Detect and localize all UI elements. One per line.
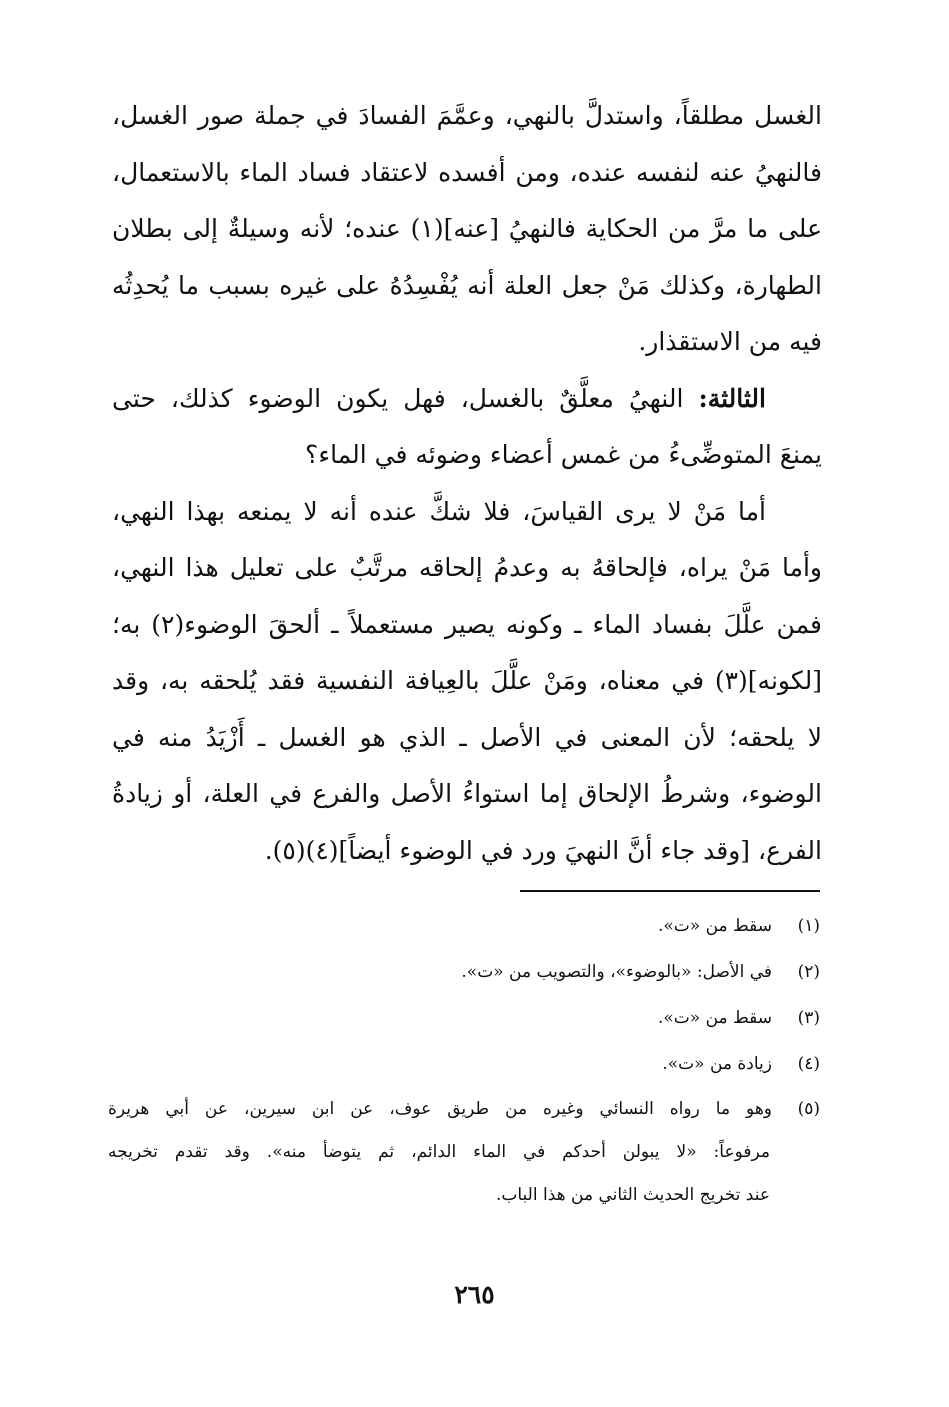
footnote-text: سقط من «ت». — [657, 1008, 772, 1028]
footnote-number: (٤) — [797, 1054, 820, 1074]
third-issue-heading: الثالثة: — [698, 383, 766, 413]
footnote-text: في الأصل: «بالوضوء»، والتصويب من «ت». — [461, 962, 772, 982]
text-line: الطهارة، وكذلك مَنْ جعل العلة أنه يُفْسِدُهُ على غيره بسبب ما يُحدِثُه — [112, 270, 822, 300]
text-line: أما مَنْ لا يرى القياسَ، فلا شكَّ عنده أنه لا يمنعه بهذا النهي، — [112, 496, 766, 526]
third-issue-line — [112, 371, 822, 428]
footnote-1 — [108, 905, 820, 951]
footnote-number: (٥) — [797, 1099, 820, 1119]
footnote-3 — [108, 997, 820, 1043]
footnote-separator — [520, 890, 820, 892]
footnote-text: زيادة من «ت». — [662, 1054, 772, 1074]
footnote-4 — [108, 1043, 820, 1089]
text-line: الوضوء، وشرطُ الإلحاق إما استواءُ الأصل والفرع في العلة، أو زيادةُ — [112, 779, 822, 808]
page-number: ٢٦٥ — [454, 1280, 495, 1309]
footnote-text: وهو ما رواه النسائي وغيره من طريق عوف، عن ابن سيرين، عن أبي هريرة — [108, 1099, 772, 1119]
footnote-line: عند تخريج الحديث الثاني من هذا الباب. — [495, 1185, 770, 1205]
text-line: فمن علَّلَ بفساد الماء ـ وكونه يصير مستعملاً ـ ألحقَ الوضوء(٢) به؛ — [112, 609, 822, 639]
footnote-number: (٢) — [797, 962, 820, 982]
text-line: [لكونه](٣) في معناه، ومَنْ علَّلَ بالعِيافة النفسية فقد يُلحقه به، وقد — [112, 666, 822, 695]
text-line: لا يلحقه؛ لأن المعنى في الأصل ـ الذي هو الغسل ـ أَزْيَدُ منه في — [112, 722, 822, 752]
text-line: فيه من الاستقذار. — [638, 327, 822, 356]
footnote-number: (٣) — [797, 1008, 820, 1028]
text-line: الغسل مطلقاً، واستدلَّ بالنهي، وعمَّمَ الفسادَ في جملة صور الغسل، — [112, 101, 822, 130]
footnote-line — [108, 1089, 820, 1132]
footnote-line: مرفوعاً: «لا يبولن أحدكم في الماء الدائم، ثم يتوضأ منه». وقد تقدم تخريجه — [108, 1142, 770, 1162]
text-line: يمنعَ المتوضِّىءُ من غمس أعضاء وضوئه في الماء؟ — [305, 440, 822, 469]
text-line: على ما مرَّ من الحكاية فالنهيُ [عنه](١) عنده؛ لأنه وسيلةٌ إلى بطلان — [112, 214, 822, 243]
footnote-text: سقط من «ت». — [657, 916, 772, 936]
footnote-number: (١) — [797, 916, 820, 936]
footnote-5 — [108, 1089, 820, 1218]
text-span: النهيُ معلَّقٌ بالغسل، فهل يكون الوضوء كذلك، حتى — [112, 383, 684, 413]
text-line: الفرع، [وقد جاء أنَّ النهيَ ورد في الوضوء أيضاً](٤)(٥). — [264, 835, 822, 865]
footnotes — [108, 905, 820, 1218]
footnote-2 — [108, 951, 820, 997]
main-text — [112, 88, 822, 879]
text-line: فالنهيُ عنه لنفسه عنده، ومن أفسده لاعتقاد فساد الماء بالاستعمال، — [112, 157, 822, 187]
text-line: وأما مَنْ يراه، فإلحاقهُ به وعدمُ إلحاقه مرتَّبٌ على تعليل هذا النهي، — [112, 553, 822, 582]
